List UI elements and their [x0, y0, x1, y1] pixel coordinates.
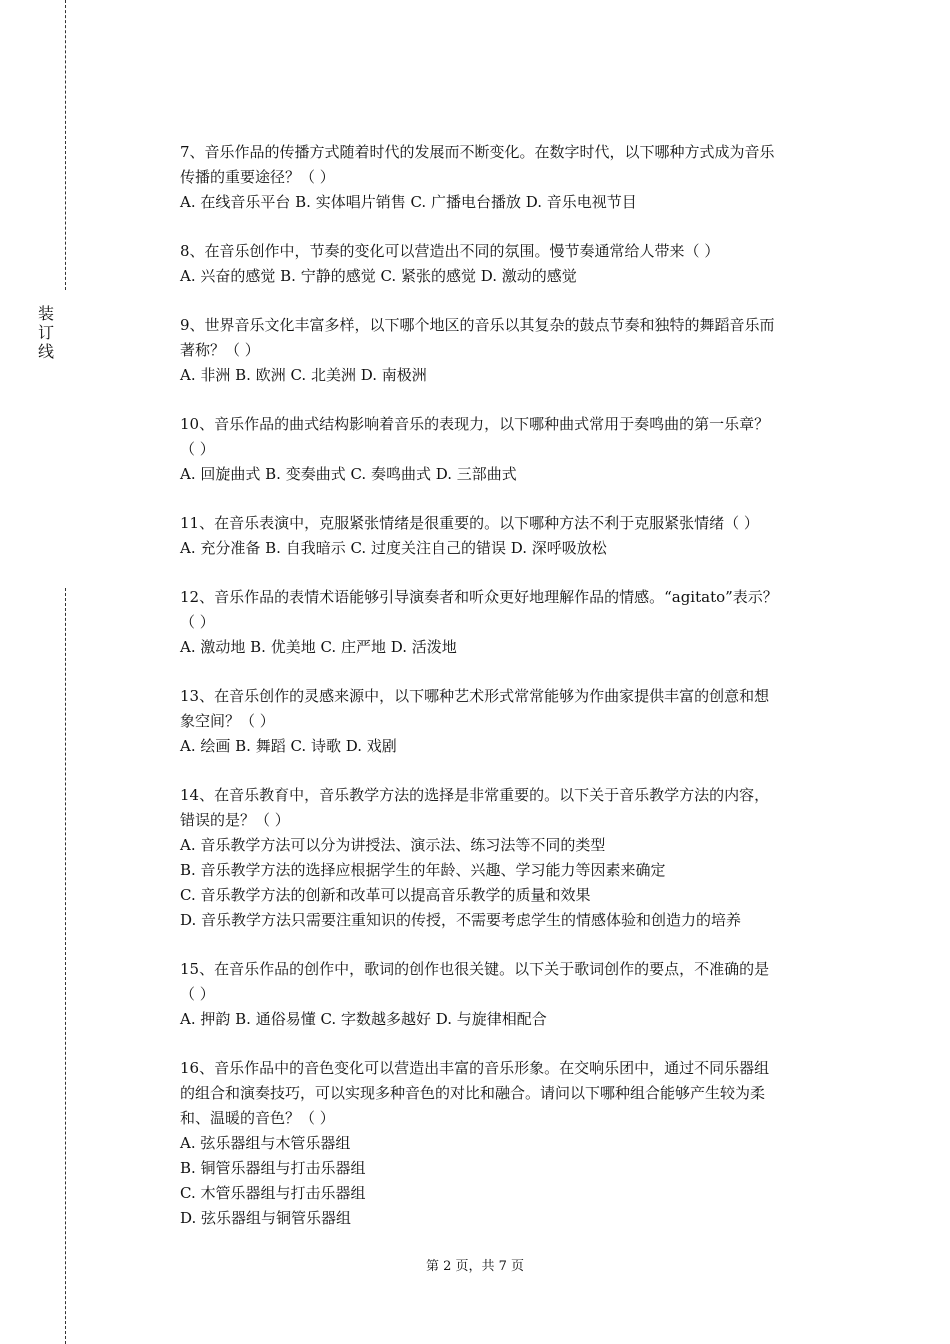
option-c: C. 木管乐器组与打击乐器组 — [180, 1184, 366, 1202]
option-a: A. 弦乐器组与木管乐器组 — [180, 1134, 351, 1152]
question-text: 象空间？（ ） — [180, 712, 275, 730]
question-10 — [180, 412, 852, 487]
question-11 — [180, 511, 852, 561]
binding-char: 订 — [37, 323, 54, 342]
question-text: （ ） — [180, 440, 215, 458]
binding-dashed-line-bottom — [65, 588, 66, 1344]
binding-char: 装 — [37, 304, 54, 323]
question-text: 著称？（ ） — [180, 341, 260, 359]
question-text: 9、世界音乐文化丰富多样，以下哪个地区的音乐以其复杂的鼓点节奏和独特的舞蹈音乐而 — [180, 316, 775, 334]
question-14 — [180, 783, 852, 933]
binding-dashed-line-top — [65, 0, 66, 290]
question-options: A. 绘画 B. 舞蹈 C. 诗歌 D. 戏剧 — [180, 737, 397, 755]
question-13 — [180, 684, 852, 759]
question-text: （ ） — [180, 985, 215, 1003]
question-text: 14、在音乐教育中，音乐教学方法的选择是非常重要的。以下关于音乐教学方法的内容， — [180, 786, 770, 804]
question-options: A. 激动地 B. 优美地 C. 庄严地 D. 活泼地 — [180, 638, 457, 656]
option-a: A. 音乐教学方法可以分为讲授法、演示法、练习法等不同的类型 — [180, 836, 606, 854]
question-15 — [180, 957, 852, 1032]
question-text: 传播的重要途径？（ ） — [180, 168, 335, 186]
question-text: 16、音乐作品中的音色变化可以营造出丰富的音乐形象。在交响乐团中，通过不同乐器组 — [180, 1059, 770, 1077]
question-text: 10、音乐作品的曲式结构影响着音乐的表现力，以下哪种曲式常用于奏鸣曲的第一乐章？ — [180, 415, 770, 433]
question-options: A. 在线音乐平台 B. 实体唱片销售 C. 广播电台播放 D. 音乐电视节目 — [180, 193, 637, 211]
question-8 — [180, 239, 852, 289]
question-text: （ ） — [180, 613, 215, 631]
question-7 — [180, 140, 852, 215]
option-b: B. 铜管乐器组与打击乐器组 — [180, 1159, 366, 1177]
question-text: 11、在音乐表演中，克服紧张情绪是很重要的。以下哪种方法不利于克服紧张情绪（ ） — [180, 514, 759, 532]
question-text: 12、音乐作品的表情术语能够引导演奏者和听众更好地理解作品的情感。“agitato”表示？ — [180, 588, 778, 606]
question-text: 15、在音乐作品的创作中，歌词的创作也很关键。以下关于歌词创作的要点，不准确的是 — [180, 960, 770, 978]
question-12 — [180, 585, 852, 660]
page-footer: 第 2 页，共 7 页 — [425, 1259, 525, 1274]
question-options: A. 回旋曲式 B. 变奏曲式 C. 奏鸣曲式 D. 三部曲式 — [180, 465, 517, 483]
question-16 — [180, 1056, 852, 1231]
question-text: 错误的是？（ ） — [180, 811, 290, 829]
question-text: 13、在音乐创作的灵感来源中，以下哪种艺术形式常常能够为作曲家提供丰富的创意和想 — [180, 687, 770, 705]
question-text: 的组合和演奏技巧，可以实现多种音色的对比和融合。请问以下哪种组合能够产生较为柔 — [180, 1084, 766, 1102]
option-c: C. 音乐教学方法的创新和改革可以提高音乐教学的质量和效果 — [180, 886, 591, 904]
question-text: 8、在音乐创作中，节奏的变化可以营造出不同的氛围。慢节奏通常给人带来（ ） — [180, 242, 720, 260]
question-options: A. 兴奋的感觉 B. 宁静的感觉 C. 紧张的感觉 D. 激动的感觉 — [180, 267, 577, 285]
question-text: 7、音乐作品的传播方式随着时代的发展而不断变化。在数字时代，以下哪种方式成为音乐 — [180, 143, 775, 161]
option-d: D. 弦乐器组与铜管乐器组 — [180, 1209, 352, 1227]
binding-margin — [0, 0, 110, 1344]
question-options: A. 充分准备 B. 自我暗示 C. 过度关注自己的错误 D. 深呼吸放松 — [180, 539, 607, 557]
question-9 — [180, 313, 852, 388]
option-b: B. 音乐教学方法的选择应根据学生的年龄、兴趣、学习能力等因素来确定 — [180, 861, 666, 879]
binding-label — [36, 304, 56, 361]
option-d: D. 音乐教学方法只需要注重知识的传授，不需要考虑学生的情感体验和创造力的培养 — [180, 911, 742, 929]
question-options: A. 押韵 B. 通俗易懂 C. 字数越多越好 D. 与旋律相配合 — [180, 1010, 547, 1028]
question-options: A. 非洲 B. 欧洲 C. 北美洲 D. 南极洲 — [180, 366, 427, 384]
question-text: 和、温暖的音色？（ ） — [180, 1109, 335, 1127]
question-list — [180, 140, 852, 1255]
binding-char: 线 — [37, 342, 54, 361]
